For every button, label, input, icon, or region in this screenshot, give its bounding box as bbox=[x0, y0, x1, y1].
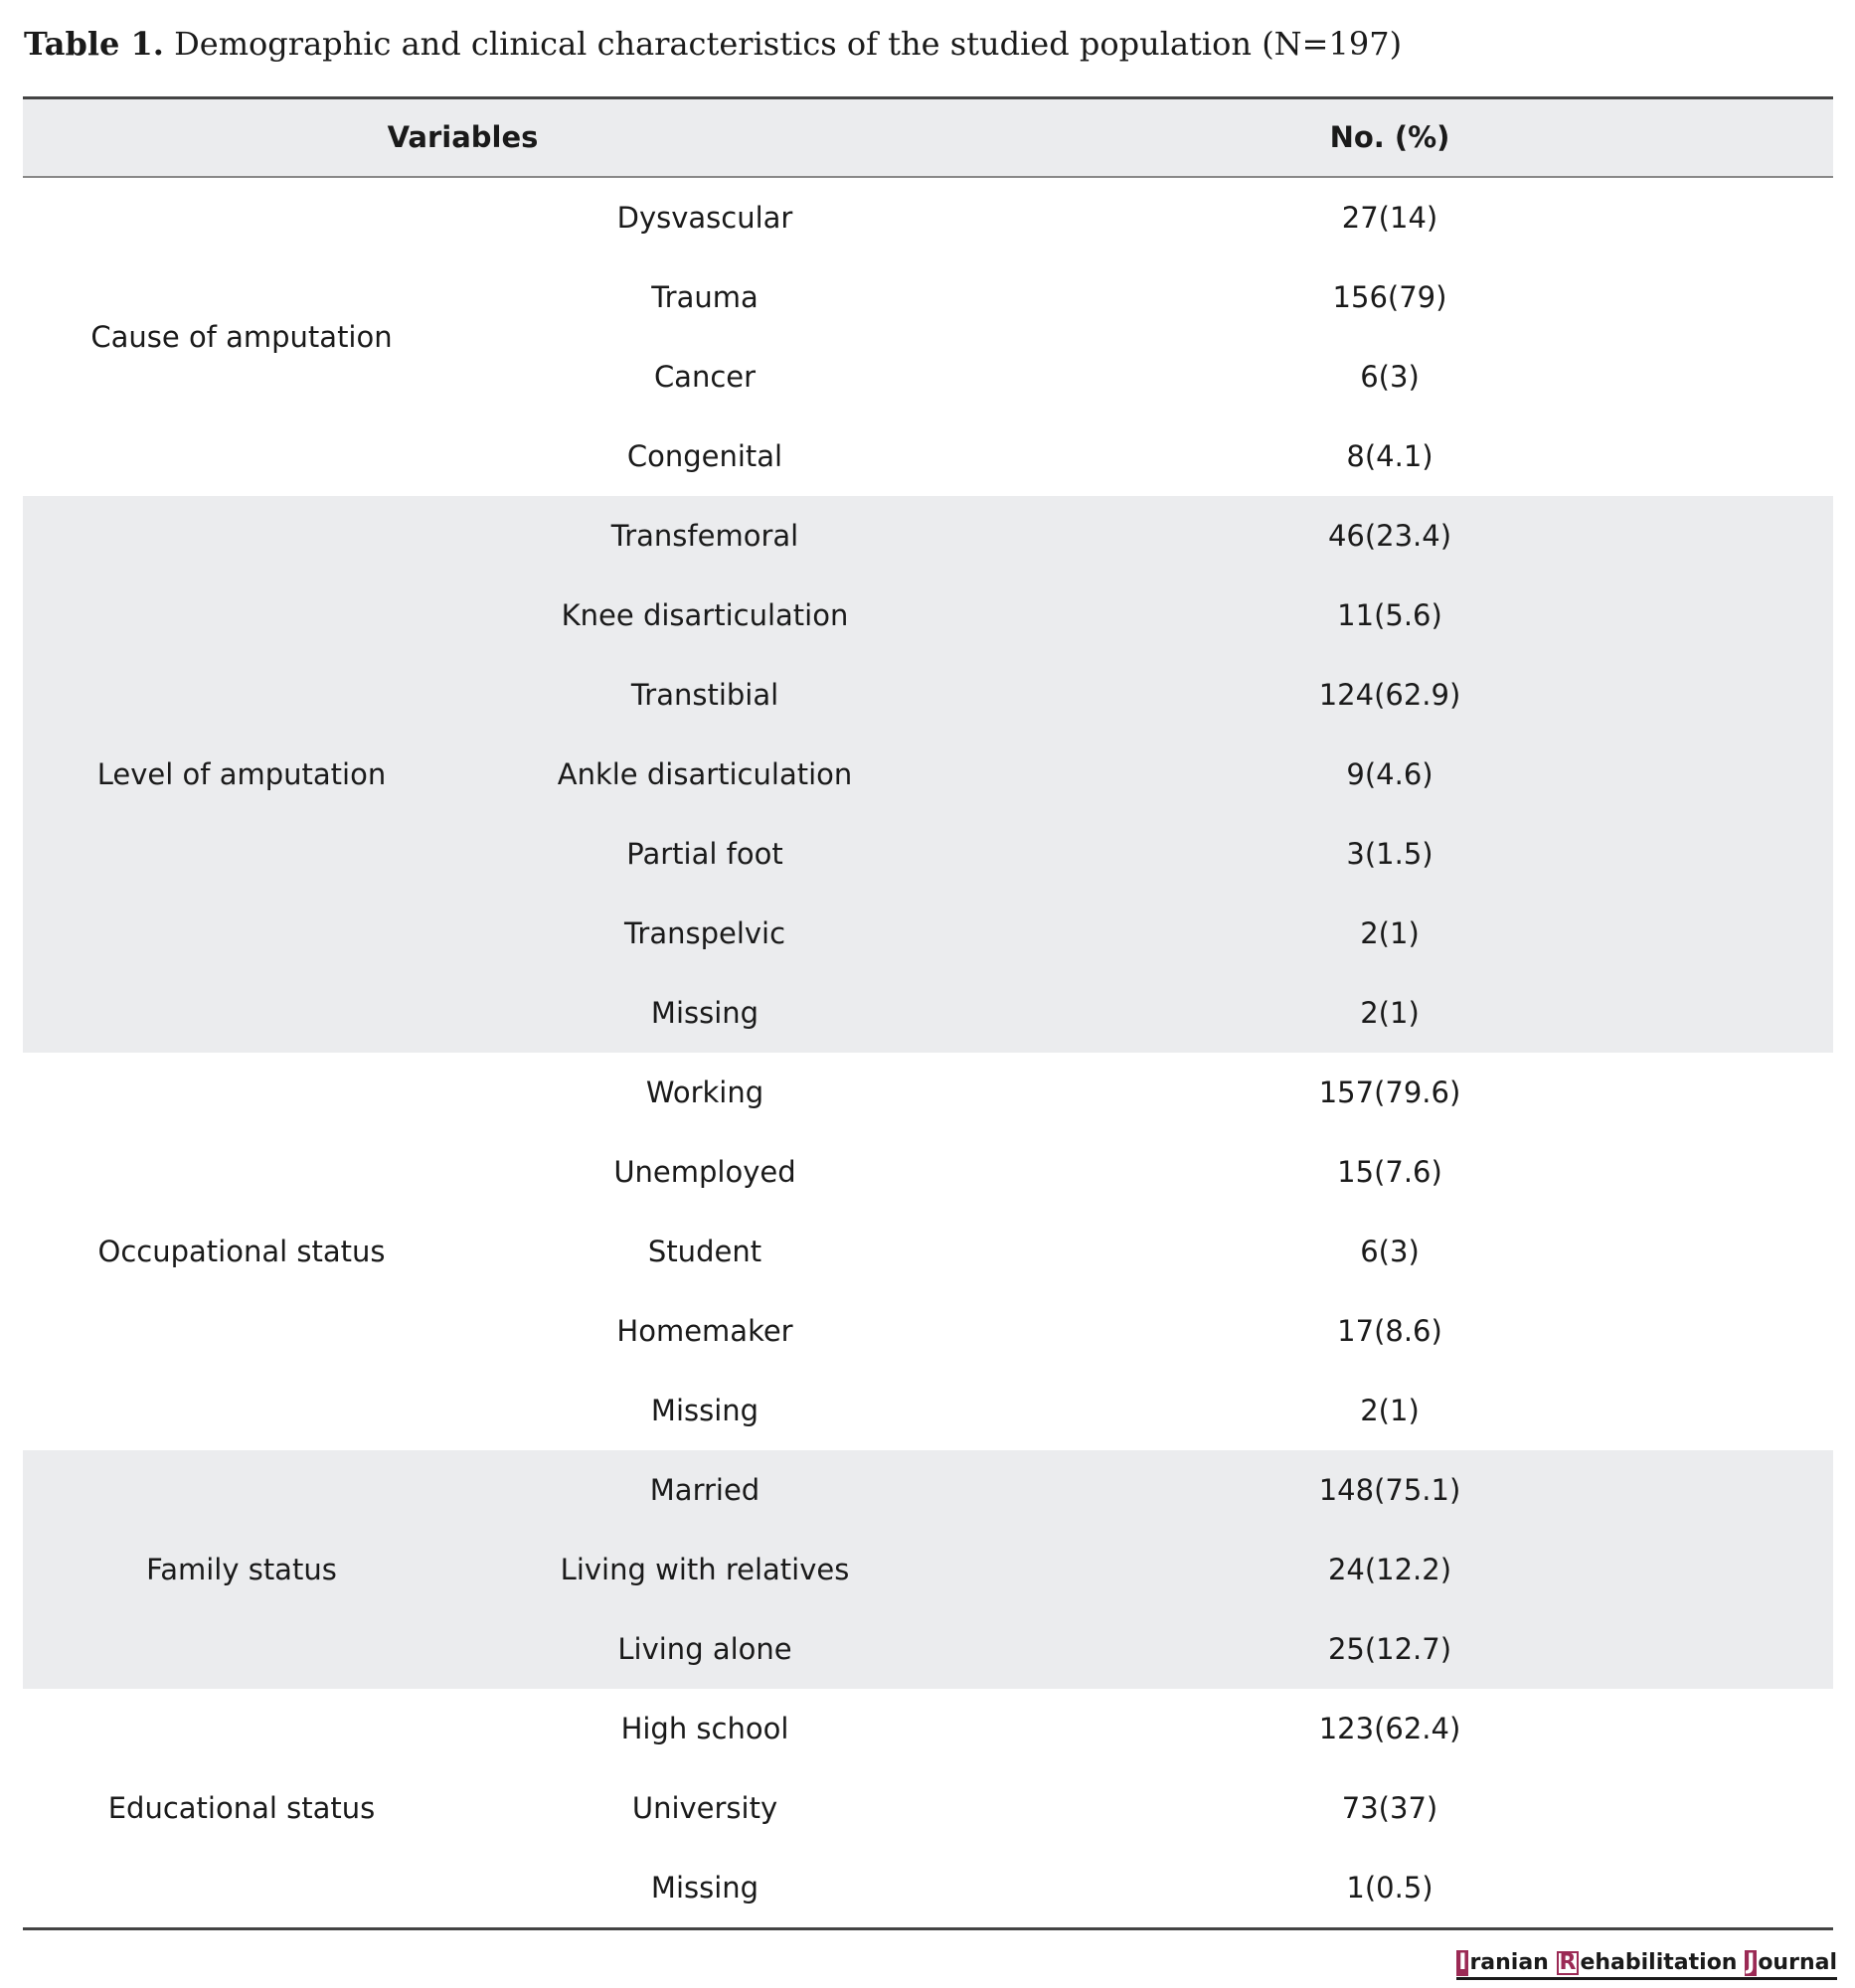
table-row bbox=[23, 416, 1833, 496]
table-row bbox=[23, 735, 1833, 814]
row-subcategory: Missing bbox=[650, 1871, 759, 1905]
journal-logo-initial: J bbox=[1747, 1950, 1756, 1975]
row-value: 2(1) bbox=[1360, 996, 1420, 1030]
table-group bbox=[23, 1450, 1833, 1689]
row-subcategory: Missing bbox=[650, 1394, 759, 1427]
group-label: Family status bbox=[146, 1553, 337, 1586]
row-value: 9(4.6) bbox=[1346, 757, 1433, 791]
row-value: 25(12.7) bbox=[1327, 1632, 1452, 1666]
table-row bbox=[23, 337, 1833, 416]
table-group bbox=[23, 496, 1833, 1053]
table-caption-text: Demographic and clinical characteristics of the studied population (N=197) bbox=[174, 25, 1403, 63]
row-value: 46(23.4) bbox=[1327, 519, 1452, 553]
table-row bbox=[23, 1132, 1833, 1212]
row-subcategory: Married bbox=[649, 1473, 760, 1507]
table-group bbox=[23, 1053, 1833, 1450]
group-label: Occupational status bbox=[97, 1235, 386, 1268]
table-group bbox=[23, 178, 1833, 496]
table-row bbox=[23, 1053, 1833, 1132]
row-subcategory: Dysvascular bbox=[616, 201, 793, 235]
table-row bbox=[23, 1609, 1833, 1689]
row-value: 17(8.6) bbox=[1337, 1314, 1442, 1348]
table-caption-label: Table 1. bbox=[24, 25, 164, 63]
table-row bbox=[23, 1848, 1833, 1927]
row-value: 8(4.1) bbox=[1346, 439, 1433, 473]
table-row bbox=[23, 814, 1833, 894]
table-bottom-rule bbox=[23, 1927, 1833, 1930]
row-subcategory: Working bbox=[645, 1076, 764, 1109]
table-row bbox=[23, 1291, 1833, 1371]
row-value: 6(3) bbox=[1360, 360, 1420, 394]
table-row bbox=[23, 178, 1833, 257]
row-subcategory: Cancer bbox=[653, 360, 757, 394]
row-value: 124(62.9) bbox=[1318, 678, 1461, 712]
table-row bbox=[23, 1530, 1833, 1609]
journal-logo-initial: R bbox=[1557, 1951, 1580, 1975]
row-value: 6(3) bbox=[1360, 1235, 1420, 1268]
table-row bbox=[23, 257, 1833, 337]
row-subcategory: Transpelvic bbox=[623, 916, 786, 950]
row-value: 3(1.5) bbox=[1346, 837, 1433, 871]
row-subcategory: Ankle disarticulation bbox=[557, 757, 853, 791]
row-value: 11(5.6) bbox=[1337, 598, 1442, 632]
row-subcategory: University bbox=[631, 1791, 778, 1825]
row-subcategory: Trauma bbox=[651, 280, 759, 314]
group-label: Cause of amputation bbox=[90, 320, 393, 354]
row-value: 1(0.5) bbox=[1346, 1871, 1433, 1905]
journal-logo-word: ranian bbox=[1469, 1950, 1557, 1975]
row-subcategory: Knee disarticulation bbox=[561, 598, 849, 632]
table-row bbox=[23, 1450, 1833, 1530]
header-variables: Variables bbox=[387, 120, 539, 154]
journal-logo-word: ournal bbox=[1758, 1950, 1837, 1975]
group-label: Level of amputation bbox=[96, 757, 387, 791]
table-row bbox=[23, 655, 1833, 735]
row-subcategory: Unemployed bbox=[613, 1155, 796, 1189]
row-value: 15(7.6) bbox=[1337, 1155, 1442, 1189]
table-row bbox=[23, 496, 1833, 576]
journal-logo-word: ehabilitation bbox=[1580, 1950, 1746, 1975]
table-body bbox=[23, 178, 1833, 1927]
table-row bbox=[23, 1371, 1833, 1450]
table-row bbox=[23, 1212, 1833, 1291]
row-subcategory: Missing bbox=[650, 996, 759, 1030]
table-row bbox=[23, 973, 1833, 1053]
row-value: 73(37) bbox=[1341, 1791, 1438, 1825]
row-subcategory: Living with relatives bbox=[560, 1553, 850, 1586]
row-subcategory: High school bbox=[620, 1712, 789, 1745]
table-row bbox=[23, 576, 1833, 655]
journal-logo-initial: I bbox=[1458, 1950, 1467, 1975]
table-caption bbox=[24, 22, 1402, 66]
row-value: 2(1) bbox=[1360, 916, 1420, 950]
row-subcategory: Congenital bbox=[626, 439, 783, 473]
row-value: 148(75.1) bbox=[1318, 1473, 1461, 1507]
row-value: 157(79.6) bbox=[1318, 1076, 1461, 1109]
row-value: 2(1) bbox=[1360, 1394, 1420, 1427]
row-subcategory: Transtibial bbox=[630, 678, 779, 712]
row-subcategory: Living alone bbox=[617, 1632, 792, 1666]
row-value: 123(62.4) bbox=[1318, 1712, 1461, 1745]
row-subcategory: Homemaker bbox=[616, 1314, 793, 1348]
row-subcategory: Partial foot bbox=[626, 837, 783, 871]
row-value: 27(14) bbox=[1341, 201, 1438, 235]
journal-logo bbox=[1456, 1950, 1837, 1980]
row-subcategory: Transfemoral bbox=[610, 519, 799, 553]
row-value: 156(79) bbox=[1332, 280, 1447, 314]
table-row bbox=[23, 894, 1833, 973]
table-row bbox=[23, 1689, 1833, 1768]
table-header bbox=[23, 99, 1833, 178]
demographics-table bbox=[23, 96, 1833, 1930]
row-value: 24(12.2) bbox=[1327, 1553, 1452, 1586]
group-label: Educational status bbox=[107, 1791, 376, 1825]
header-count-percent: No. (%) bbox=[1329, 120, 1450, 154]
row-subcategory: Student bbox=[647, 1235, 762, 1268]
table-row bbox=[23, 1768, 1833, 1848]
table-group bbox=[23, 1689, 1833, 1927]
